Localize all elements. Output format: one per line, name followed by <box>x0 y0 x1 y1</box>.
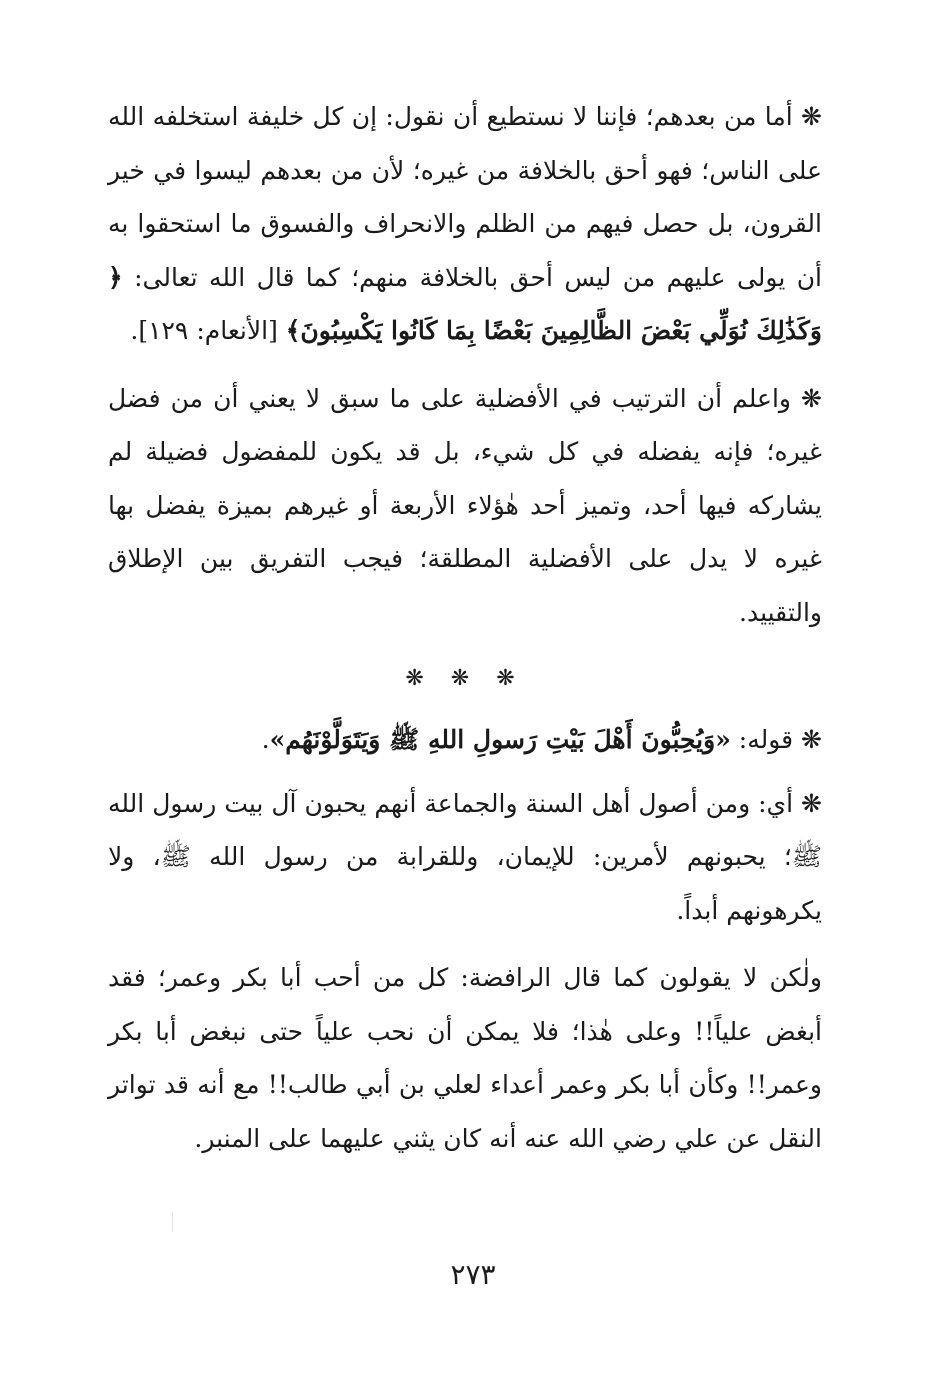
paragraph-ahl-al-bayt: ❋ أي: ومن أصول أهل السنة والجماعة أنهم يحبون آل بيت رسول الله ﷺ؛ يحبونهم لأمرين: للإيمان، وللقرابة من رسول الله ﷺ، ولا يكرهونهم أبداً. <box>108 788 822 925</box>
paragraph-rafida: ولٰكن لا يقولون كما قال الرافضة: كل من أحب أبا بكر وعمر؛ فقد أبغض علياً!! وعلى هٰذا؛ فلا يمكن أن نحب علياً حتى نبغض أبا بكر وعمر!! وكأن أبا بكر وعمر أعداء لعلي بن أبي طالب!! مع أنه قد تواتر النقل عن علي رضي الله عنه أنه كان يثني عليهما على المنبر. <box>108 963 822 1153</box>
matn-end: . <box>261 725 270 754</box>
surah-citation: [الأنعام: ١٢٩]. <box>130 316 286 345</box>
page-body <box>108 90 822 1165</box>
section-separator: ❋ ❋ ❋ <box>405 666 525 691</box>
matn-label: ❋ قوله: <box>730 725 822 754</box>
margin-mark <box>172 1212 173 1232</box>
paragraph-ranking: ❋ واعلم أن الترتيب في الأفضلية على ما سبق لا يعني أن من فضل غيره؛ فإنه يفضله في كل شيء، بل قد يكون للمفضول فضيلة لم يشاركه فيها أحد، وتميز أحد هٰؤلاء الأربعة أو غيرهم بميزة يفضل بها غيره لا يدل على الأفضلية المطلقة؛ فيجب التفريق بين الإطلاق والتقييد. <box>108 383 822 627</box>
matn-quote: «وَيُحِبُّونَ أَهْلَ بَيْتِ رَسولِ اللهِ ﷺ وَيَتَوَلَّوْنَهُم» <box>269 725 731 754</box>
matn-line <box>108 713 822 767</box>
paragraph-caliphs-text: ❋ أما من بعدهم؛ فإننا لا نستطيع أن نقول: إن كل خليفة استخلفه الله على الناس؛ فهو أحق بالخلافة من غيره؛ لأن من بعدهم ليسوا في خير القرون، بل حصل فيهم من الظلم والانحراف والفسوق ما استحقوا به أن يولى عليهم من ليس أحق بالخلافة منهم؛ كما قال الله تعالى: <box>108 102 822 292</box>
paragraph-caliphs <box>108 90 822 358</box>
page-number: ٢٧٣ <box>450 1258 496 1291</box>
quran-verse: ﴿ وَكَذَٰلِكَ نُوَلِّي بَعْضَ الظَّالِمِينَ بَعْضًا بِمَا كَانُوا يَكْسِبُونَ﴾ <box>108 262 822 345</box>
